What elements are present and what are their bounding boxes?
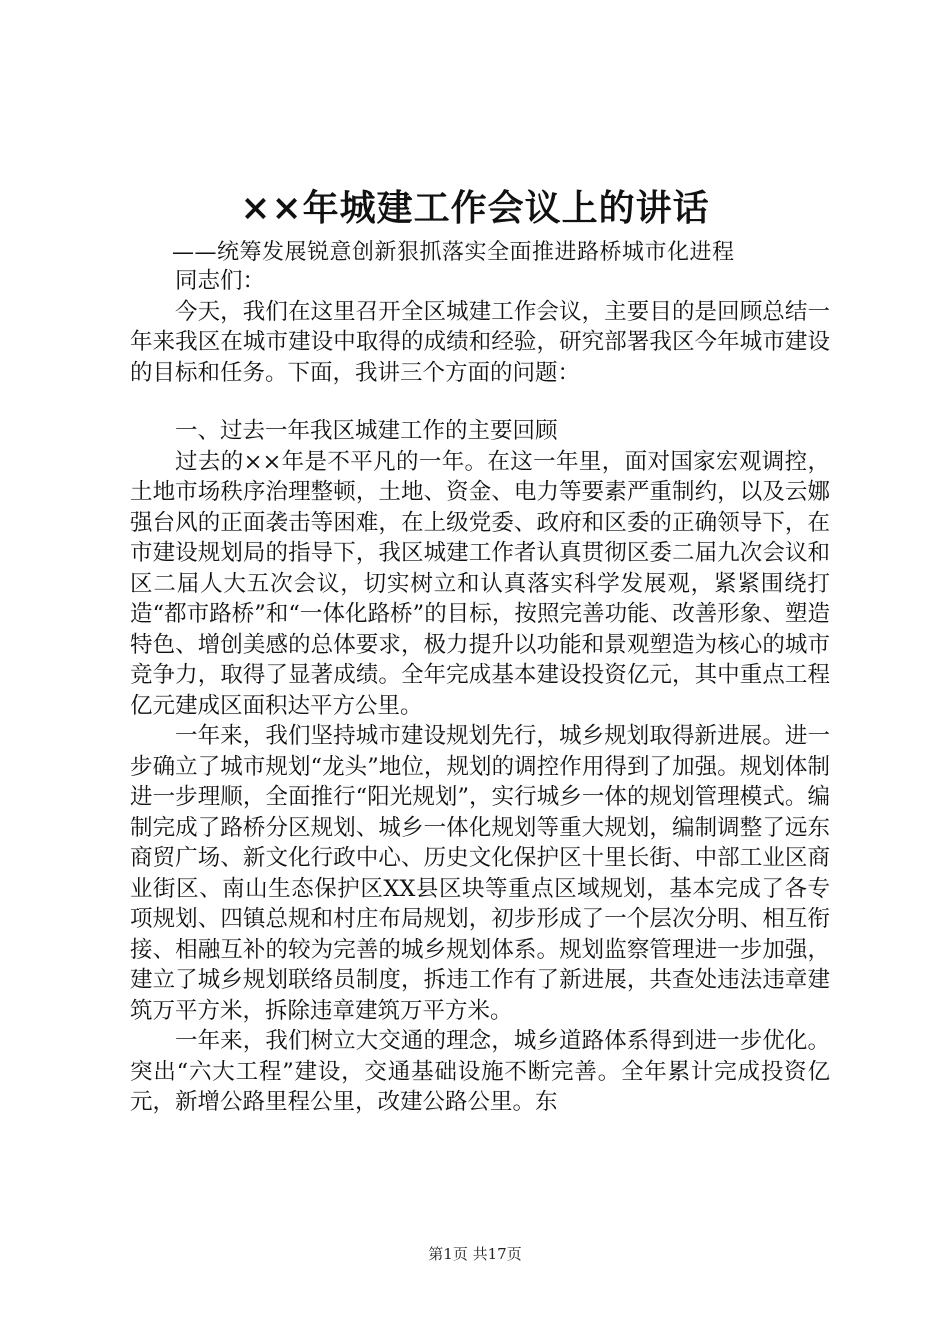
intro-paragraph: 今天，我们在这里召开全区城建工作会议，主要目的是回顾总结一年来我区在城市建设中取得的成绩和经验，研究部署我区今年城市建设的目标和任务。下面，我讲三个方面的问题：: [130, 298, 830, 386]
page-indicator: 第1页 共17页: [428, 1245, 522, 1263]
salutation: 同志们：: [175, 268, 266, 294]
document-title: ××年城建工作会议上的讲话: [240, 187, 710, 229]
section-heading: 一、过去一年我区城建工作的主要回顾: [175, 418, 558, 444]
body-paragraph: 过去的××年是不平凡的一年。在这一年里，面对国家宏观调控，土地市场秩序治理整顿，土地、资金、电力等要素严重制约，以及云娜强台风的正面袭击等困难，在上级党委、政府和区委的正确领导下，在市建设规划局的指导下，我区城建工作者认真贯彻区委二届九次会议和区二届人大五次会议，切实树立和认真落实科学发展观，紧紧围绕打造“都市路桥”和“一体化路桥”的目标，按照完善功能、改善形象、塑造特色、增创美感的总体要求，极力提升以功能和景观塑造为核心的城市竞争力，取得了显著成绩。全年完成基本建设投资亿元，其中重点工程亿元建成区面积达平方公里。: [130, 448, 830, 719]
document-body: [130, 266, 830, 1118]
body-paragraph: 一年来，我们树立大交通的理念，城乡道路体系得到进一步优化。突出“六大工程”建设，交通基础设施不断完善。全年累计完成投资亿元，新增公路里程公里，改建公路公里。东: [130, 1028, 830, 1115]
body-paragraph: 一年来，我们坚持城市建设规划先行，城乡规划取得新进展。进一步确立了城市规划“龙头”地位，规划的调控作用得到了加强。规划体制进一步理顺，全面推行“阳光规划”，实行城乡一体的规划管理模式。编制完成了路桥分区规划、城乡一体化规划等重大规划，编制调整了远东商贸广场、新文化行政中心、历史文化保护区十里长街、中部工业区商业街区、南山生态保护区XX县区块等重点区域规划，基本完成了各专项规划、四镇总规和村庄布局规划，初步形成了一个层次分明、相互衔接、相融互补的较为完善的城乡规划体系。规划监察管理进一步加强，建立了城乡规划联络员制度，拆违工作有了新进展，共查处违法违章建筑万平方米，拆除违章建筑万平方米。: [130, 723, 830, 1024]
document-subtitle: ——统筹发展锐意创新狠抓落实全面推进路桥城市化进程: [172, 240, 735, 265]
